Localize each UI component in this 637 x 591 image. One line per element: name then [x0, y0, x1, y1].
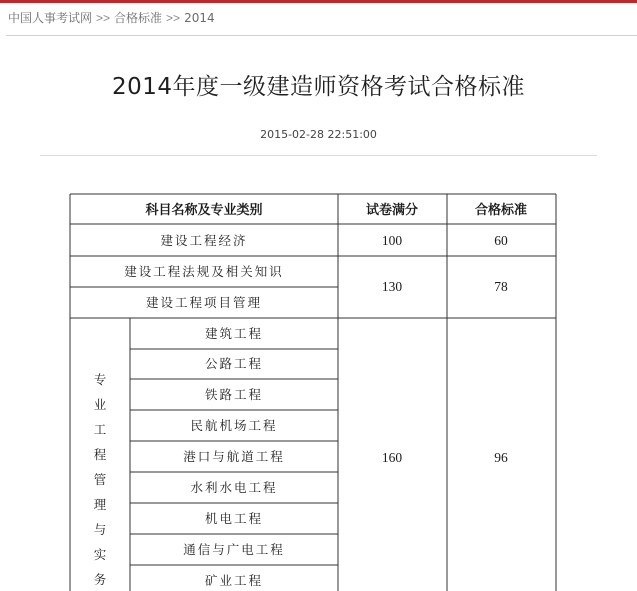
- full-score-law-management: 130: [381, 279, 403, 294]
- breadcrumb-site-link[interactable]: 中国人事考试网: [8, 11, 93, 25]
- subject-water-power: 水利水电工程: [190, 480, 278, 495]
- subject-port-waterway: 港口与航道工程: [183, 449, 285, 464]
- subject-telecom: 通信与广电工程: [183, 542, 285, 557]
- svg-text:业: 业: [93, 397, 107, 412]
- full-score-practice: 160: [381, 450, 403, 465]
- svg-text:管: 管: [93, 472, 107, 487]
- svg-text:理: 理: [93, 497, 107, 512]
- svg-text:实: 实: [93, 547, 107, 562]
- breadcrumb-separator: >>: [96, 11, 111, 25]
- subject-economy: 建设工程经济: [160, 233, 248, 248]
- svg-text:务: 务: [93, 572, 107, 587]
- page-title: 2014年度一级建造师资格考试合格标准: [111, 74, 526, 100]
- subject-highway: 公路工程: [204, 356, 264, 371]
- subject-airport: 民航机场工程: [190, 418, 278, 433]
- svg-text:工: 工: [93, 422, 107, 437]
- subject-mining: 矿业工程: [204, 573, 264, 588]
- pass-standard-economy: 60: [494, 233, 508, 248]
- svg-text:专: 专: [93, 372, 107, 387]
- breadcrumb-separator: >>: [166, 11, 181, 25]
- svg-text:与: 与: [93, 522, 107, 537]
- subject-building: 建筑工程: [204, 326, 264, 341]
- subject-law: 建设工程法规及相关知识: [124, 264, 284, 279]
- header-pass-standard: 合格标准: [474, 203, 528, 218]
- pass-standard-practice: 96: [494, 450, 508, 465]
- full-score-economy: 100: [381, 233, 403, 248]
- subject-mechanical-electrical: 机电工程: [204, 511, 264, 526]
- subject-project-management: 建设工程项目管理: [145, 295, 263, 310]
- publish-timestamp: 2015-02-28 22:51:00: [260, 128, 377, 141]
- breadcrumb-section-link[interactable]: 合格标准: [114, 11, 163, 25]
- header-subject: 科目名称及专业类别: [145, 203, 263, 218]
- table-grid: [70, 194, 556, 591]
- svg-text:程: 程: [93, 447, 107, 462]
- pass-standard-law-management: 78: [494, 279, 508, 294]
- practice-group-label: [94, 372, 107, 587]
- header-full-score: 试卷满分: [365, 203, 419, 218]
- breadcrumb-current: 2014: [184, 11, 215, 25]
- subject-railway: 铁路工程: [204, 387, 264, 402]
